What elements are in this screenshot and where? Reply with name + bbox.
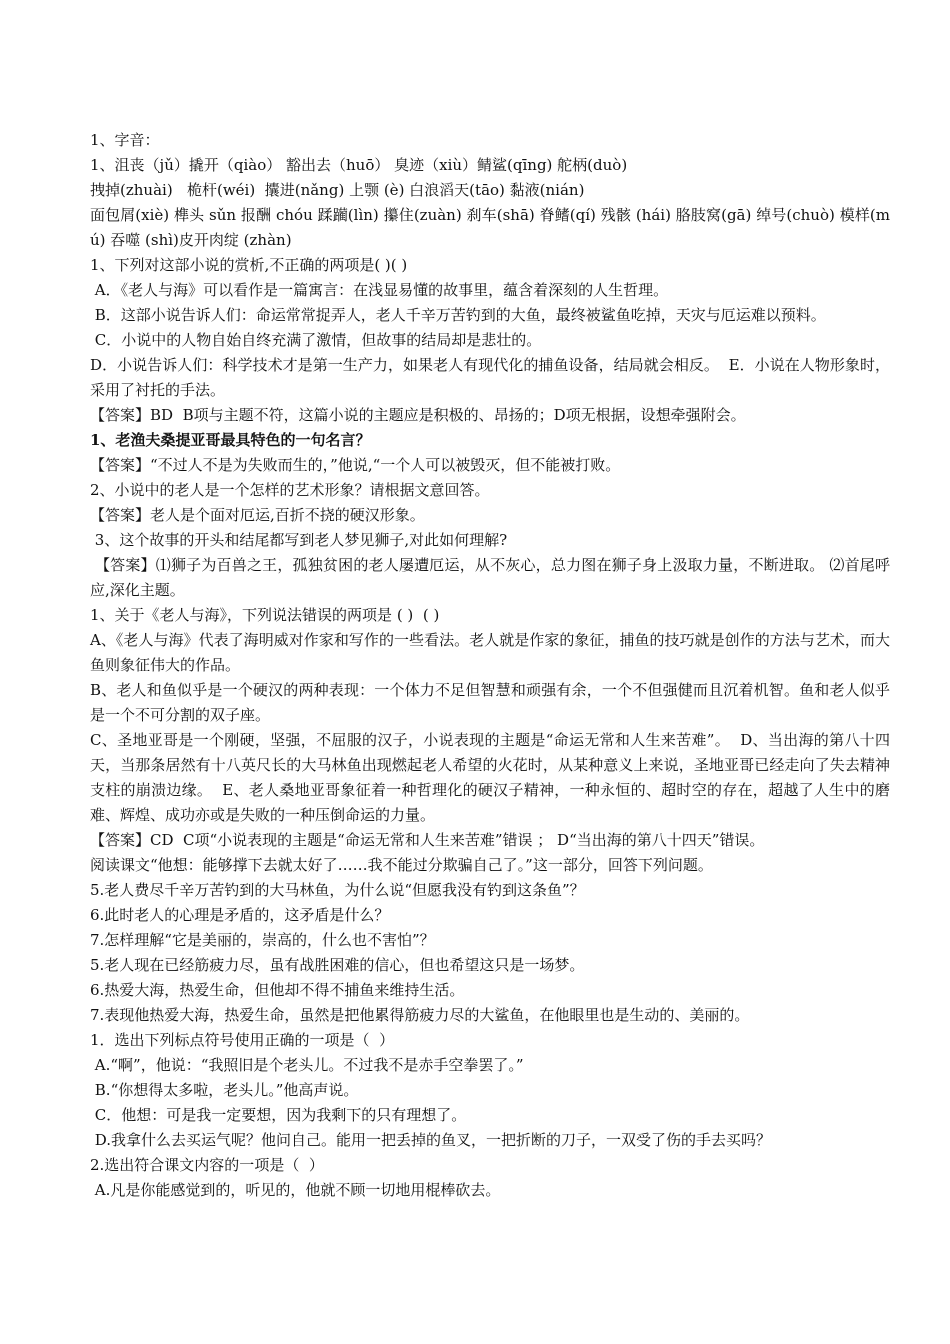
text-line: 5.老人现在已经筋疲力尽，虽有战胜困难的信心，但也希望这只是一场梦。 <box>90 956 585 974</box>
text-line: 1．选出下列标点符号使用正确的一项是（ ） <box>90 1031 395 1049</box>
text-line: 【答案】“不过人不是为失败而生的，”他说,“一个人可以被毁灭，但不能被打败。 <box>90 456 621 474</box>
text-line: 5.老人费尽千辛万苦钓到的大马林鱼，为什么说“但愿我没有钓到这条鱼”？ <box>90 881 585 899</box>
text-line: A、《老人与海》代表了海明威对作家和写作的一些看法。老人就是作家的象征，捕鱼的技巧就是创作的方法与艺术，而大鱼则象征伟大的作品。 <box>90 631 890 674</box>
text-line: 6.此时老人的心理是矛盾的，这矛盾是什么？ <box>90 906 390 924</box>
text-line: 【答案】BD B项与主题不符，这篇小说的主题应是积极的、昂扬的；D项无根据，设想牵强附会。 <box>90 406 746 424</box>
text-line: D．小说告诉人们：科学技术才是第一生产力，如果老人有现代化的捕鱼设备，结局就会相反。 E．小说在人物形象时，采用了衬托的手法。 <box>90 356 890 399</box>
document-page <box>90 128 890 1203</box>
text-line: A．《老人与海》可以看作是一篇寓言：在浅显易懂的故事里，蕴含着深刻的人生哲理。 <box>90 281 669 299</box>
text-line: 拽掉(zhuài) 桅杆(wéi) 攮进(nǎng) 上颚 (è) 白浪滔天(tāo) 黏液(nián) <box>90 181 585 199</box>
text-line: 7.表现他热爱大海，热爱生命，虽然是把他累得筋疲力尽的大鲨鱼，在他眼里也是生动的、美丽的。 <box>90 1006 750 1024</box>
text-line: A.凡是你能感觉到的，听见的，他就不顾一切地用棍棒砍去。 <box>90 1181 501 1199</box>
text-line: 3、这个故事的开头和结尾都写到老人梦见狮子,对此如何理解? <box>90 531 508 549</box>
text-line: 2.选出符合课文内容的一项是（ ） <box>90 1156 324 1174</box>
text-line: C、圣地亚哥是一个刚硬，坚强，不屈服的汉子，小说表现的主题是“命运无常和人生来苦难”。 D、当出海的第八十四天，当那条居然有十八英尺长的大马林鱼出现燃起老人希望的火花时，从某种意义上来说，圣地亚哥已经走向了失去精神支柱的崩溃边缘。 E、老人桑地亚哥象征着一种哲理化的硬汉子精神，一种永恒的、超时空的存在，超越了人生中的磨难、辉煌、成功亦或是失败的一种压倒命运的力量。 <box>90 731 890 824</box>
text-line: 【答案】CD C项“小说表现的主题是“命运无常和人生来苦难”错误 ； D“当出海的第八十四天”错误。 <box>90 831 765 849</box>
text-line: D.我拿什么去买运气呢？他问自己。能用一把丢掉的鱼叉，一把折断的刀子，一双受了伤的手去买吗？ <box>90 1131 772 1149</box>
text-line: 阅读课文“他想：能够撑下去就太好了……我不能过分欺骗自己了。”这一部分，回答下列问题。 <box>90 856 713 874</box>
text-line: 1、字音： <box>90 131 160 149</box>
text-line: 【答案】⑴狮子为百兽之王，孤独贫困的老人屡遭厄运，从不灰心，总力图在狮子身上汲取力量，不断进取。 ⑵首尾呼应,深化主题。 <box>90 556 890 599</box>
text-line: C．小说中的人物自始自终充满了激情，但故事的结局却是悲壮的。 <box>90 331 542 349</box>
text-line: 2、小说中的老人是一个怎样的艺术形象？请根据文意回答。 <box>90 481 490 499</box>
text-line: B.“你想得太多啦，老头儿。”他高声说。 <box>90 1081 359 1099</box>
text-line: 1、沮丧（jǔ）撬开（qiào） 豁出去（huō） 臭迹（xiù）鲭鲨(qīng) 舵柄(duò) <box>90 156 628 174</box>
text-line: 面包屑(xiè) 榫头 sǔn 报酬 chóu 蹂躏(lìn) 攥住(zuàn) 刹车(shā) 脊鳍(qí) 残骸 (hái) 胳肢窝(gā) 绰号(chuò) 模样(mú) 吞噬 (shì)皮开肉绽 (zhàn) <box>90 206 890 249</box>
text-line: B．这部小说告诉人们：命运常常捉弄人，老人千辛万苦钓到的大鱼，最终被鲨鱼吃掉，天灾与厄运难以预料。 <box>90 306 826 324</box>
text-line: 【答案】老人是个面对厄运,百折不挠的硬汉形象。 <box>90 506 425 524</box>
text-line: B、老人和鱼似乎是一个硬汉的两种表现：一个体力不足但智慧和顽强有余，一个不但强健而且沉着机智。鱼和老人似乎是一个不可分割的双子座。 <box>90 681 890 724</box>
text-line: 1、关于《老人与海》，下列说法错误的两项是 ( ) ( ) <box>90 606 440 624</box>
text-line: C．他想：可是我一定要想，因为我剩下的只有理想了。 <box>90 1106 467 1124</box>
text-line: 7.怎样理解“它是美丽的，崇高的，什么也不害怕”？ <box>90 931 435 949</box>
text-line: 1、下列对这部小说的赏析,不正确的两项是( )( ) <box>90 256 408 274</box>
text-line: A.“啊”，他说：“我照旧是个老头儿。不过我不是赤手空拳罢了。” <box>90 1056 524 1074</box>
text-line: 1、老渔夫桑提亚哥最具特色的一句名言？ <box>90 431 371 449</box>
text-line: 6.热爱大海，热爱生命，但他却不得不捕鱼来维持生活。 <box>90 981 465 999</box>
